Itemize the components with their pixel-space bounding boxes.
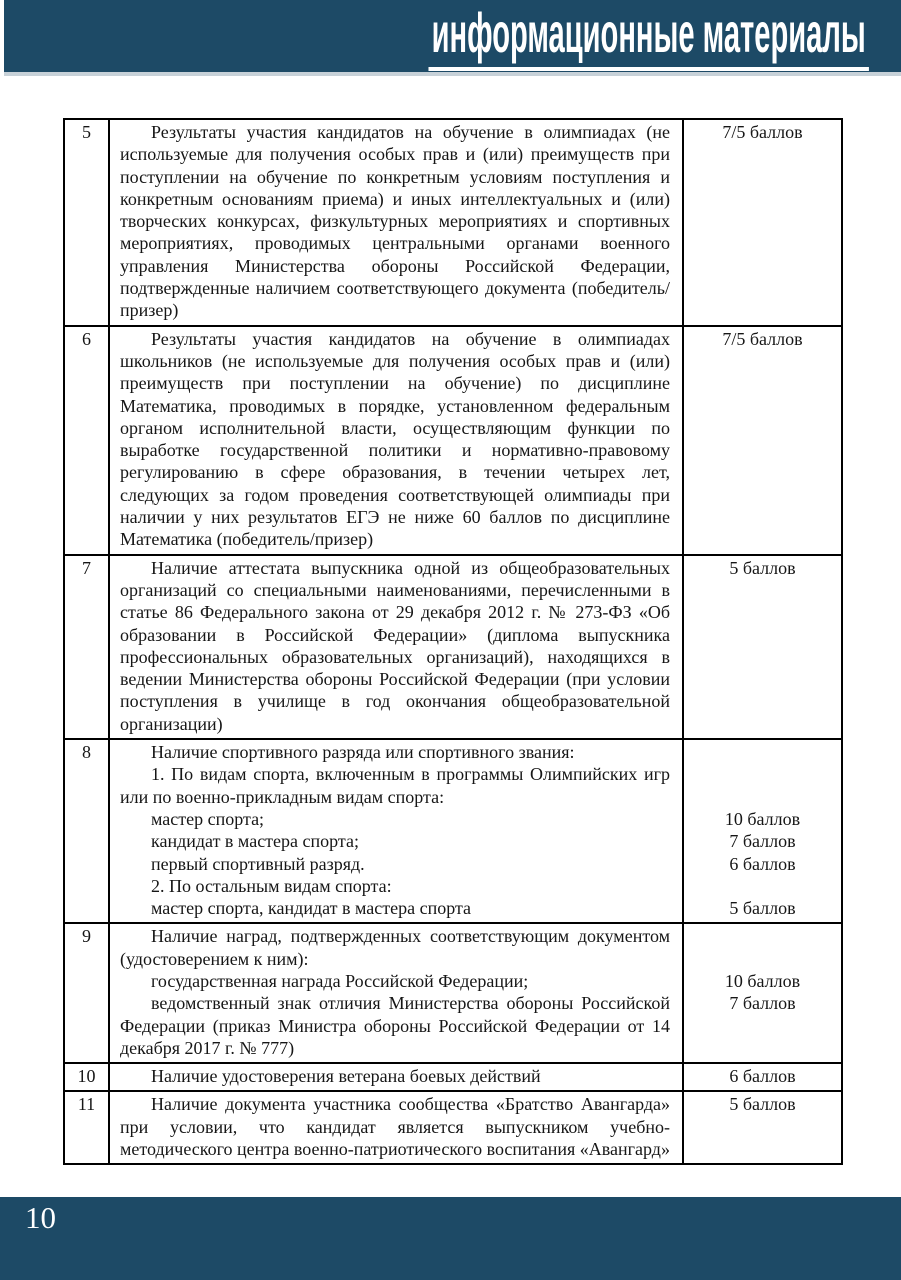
row-number: 9	[65, 924, 110, 1062]
page-number: 10	[25, 1200, 56, 1235]
row-number: 11	[65, 1092, 110, 1163]
criterion-paragraph: мастер спорта, кандидат в мастера спорта	[151, 898, 472, 919]
table-row	[65, 922, 841, 1062]
footer-banner	[0, 1197, 901, 1280]
criterion-cell	[110, 740, 684, 922]
points-value: 10 баллов	[724, 808, 801, 829]
criterion-paragraph: Результаты участия кандидатов на обучение в олимпиадах школьников (не используемые для получения особых прав и (или) преимуществ при поступлении на обучение) по дисциплине Математика, проводимых в порядке, установленном федеральным органом исполнительной власти, осуществляющим функции по выработке государственной политики и нормативно-правовому регулированию в сфере образования, в течении четырех лет, следующих за годом проведения соответствующей олимпиады при наличии у них результатов ЕГЭ не ниже 60 баллов по дисциплине Математика (победитель/призер)	[120, 328, 670, 550]
page-title: информационные материалы	[429, 5, 869, 71]
points-cell	[684, 740, 841, 922]
row-number: 6	[65, 327, 110, 554]
header-banner	[4, 0, 901, 76]
points-cell	[684, 556, 841, 738]
criterion-cell	[110, 556, 684, 738]
criterion-cell	[110, 1092, 684, 1163]
table-row	[65, 325, 841, 554]
row-number: 8	[65, 740, 110, 922]
row-number: 7	[65, 556, 110, 738]
criterion-paragraph: Наличие спортивного разряда или спортивного звания:	[151, 742, 575, 763]
criterion-paragraph: кандидат в мастера спорта;	[151, 831, 359, 852]
points-value: 6 баллов	[729, 1066, 796, 1087]
points-value: 7 баллов	[729, 993, 796, 1014]
table-row	[65, 120, 841, 325]
table-row	[65, 1090, 841, 1163]
criterion-paragraph: Наличие удостоверения ветерана боевых действий	[151, 1066, 541, 1087]
criterion-paragraph: Наличие наград, подтвержденных соответствующим документом (удостоверением к ним):	[120, 926, 670, 969]
points-value: 5 баллов	[729, 557, 796, 578]
criterion-paragraph: первый спортивный разряд.	[151, 853, 365, 874]
row-number: 10	[65, 1064, 110, 1090]
points-value: 6 баллов	[729, 853, 796, 874]
criterion-cell	[110, 120, 684, 325]
points-cell	[684, 1092, 841, 1163]
points-cell	[684, 120, 841, 325]
criterion-paragraph: ведомственный знак отличия Министерства обороны Российской Федерации (приказ Министра обороны Российской Федерации от 14 декабря 2017 г. № 777)	[120, 993, 670, 1058]
points-value: 5 баллов	[729, 898, 796, 919]
criterion-cell	[110, 924, 684, 1062]
row-number: 5	[65, 120, 110, 325]
criterion-paragraph: Наличие аттестата выпускника одной из общеобразовательных организаций со специальными наименованиями, перечисленными в статье 86 Федерального закона от 29 декабря 2012 г. № 273-ФЗ «Об образовании в Российской Федерации» (диплома выпускника профессиональных образовательных организаций), находящихся в ведении Министерства обороны Российской Федерации (при условии поступления в училище в год окончания общеобразовательной организации)	[120, 557, 670, 734]
criterion-paragraph: 1. По видам спорта, включенным в программы Олимпийских игр или по военно-прикладным видам спорта:	[120, 764, 670, 807]
table-row	[65, 738, 841, 922]
criterion-cell	[110, 1064, 684, 1090]
criterion-cell	[110, 327, 684, 554]
points-cell	[684, 327, 841, 554]
criterion-paragraph: 2. По остальным видам спорта:	[151, 875, 392, 896]
points-value: 7/5 баллов	[722, 122, 803, 142]
points-cell	[684, 1064, 841, 1090]
points-value: 10 баллов	[724, 970, 801, 991]
points-cell	[684, 924, 841, 1062]
score-table	[63, 118, 843, 1165]
table-row	[65, 554, 841, 738]
points-value: 5 баллов	[729, 1094, 796, 1115]
criterion-paragraph: государственная награда Российской Федерации;	[151, 970, 529, 991]
points-value: 7/5 баллов	[722, 328, 803, 349]
criterion-paragraph: мастер спорта;	[151, 808, 265, 829]
criterion-paragraph: Результаты участия кандидатов на обучение в олимпиадах (не используемые для получения особых прав и (или) преимуществ при поступлении на обучение по конкретным условиям поступления и конкретным основаниям приема) и иных интеллектуальных и (или) творческих конкурсах, физкультурных мероприятиях и спортивных мероприятиях, проводимых центральными органами военного управления Министерства обороны Российской Федерации, подтвержденные наличием соответствующего документа (победитель/призер)	[120, 122, 670, 321]
criterion-paragraph: Наличие документа участника сообщества «Братство Авангарда» при условии, что кандидат является выпускником учебно-методического центра военно-патриотического воспитания «Авангард»	[120, 1094, 670, 1160]
table-row	[65, 1062, 841, 1090]
points-value: 7 баллов	[729, 831, 796, 852]
